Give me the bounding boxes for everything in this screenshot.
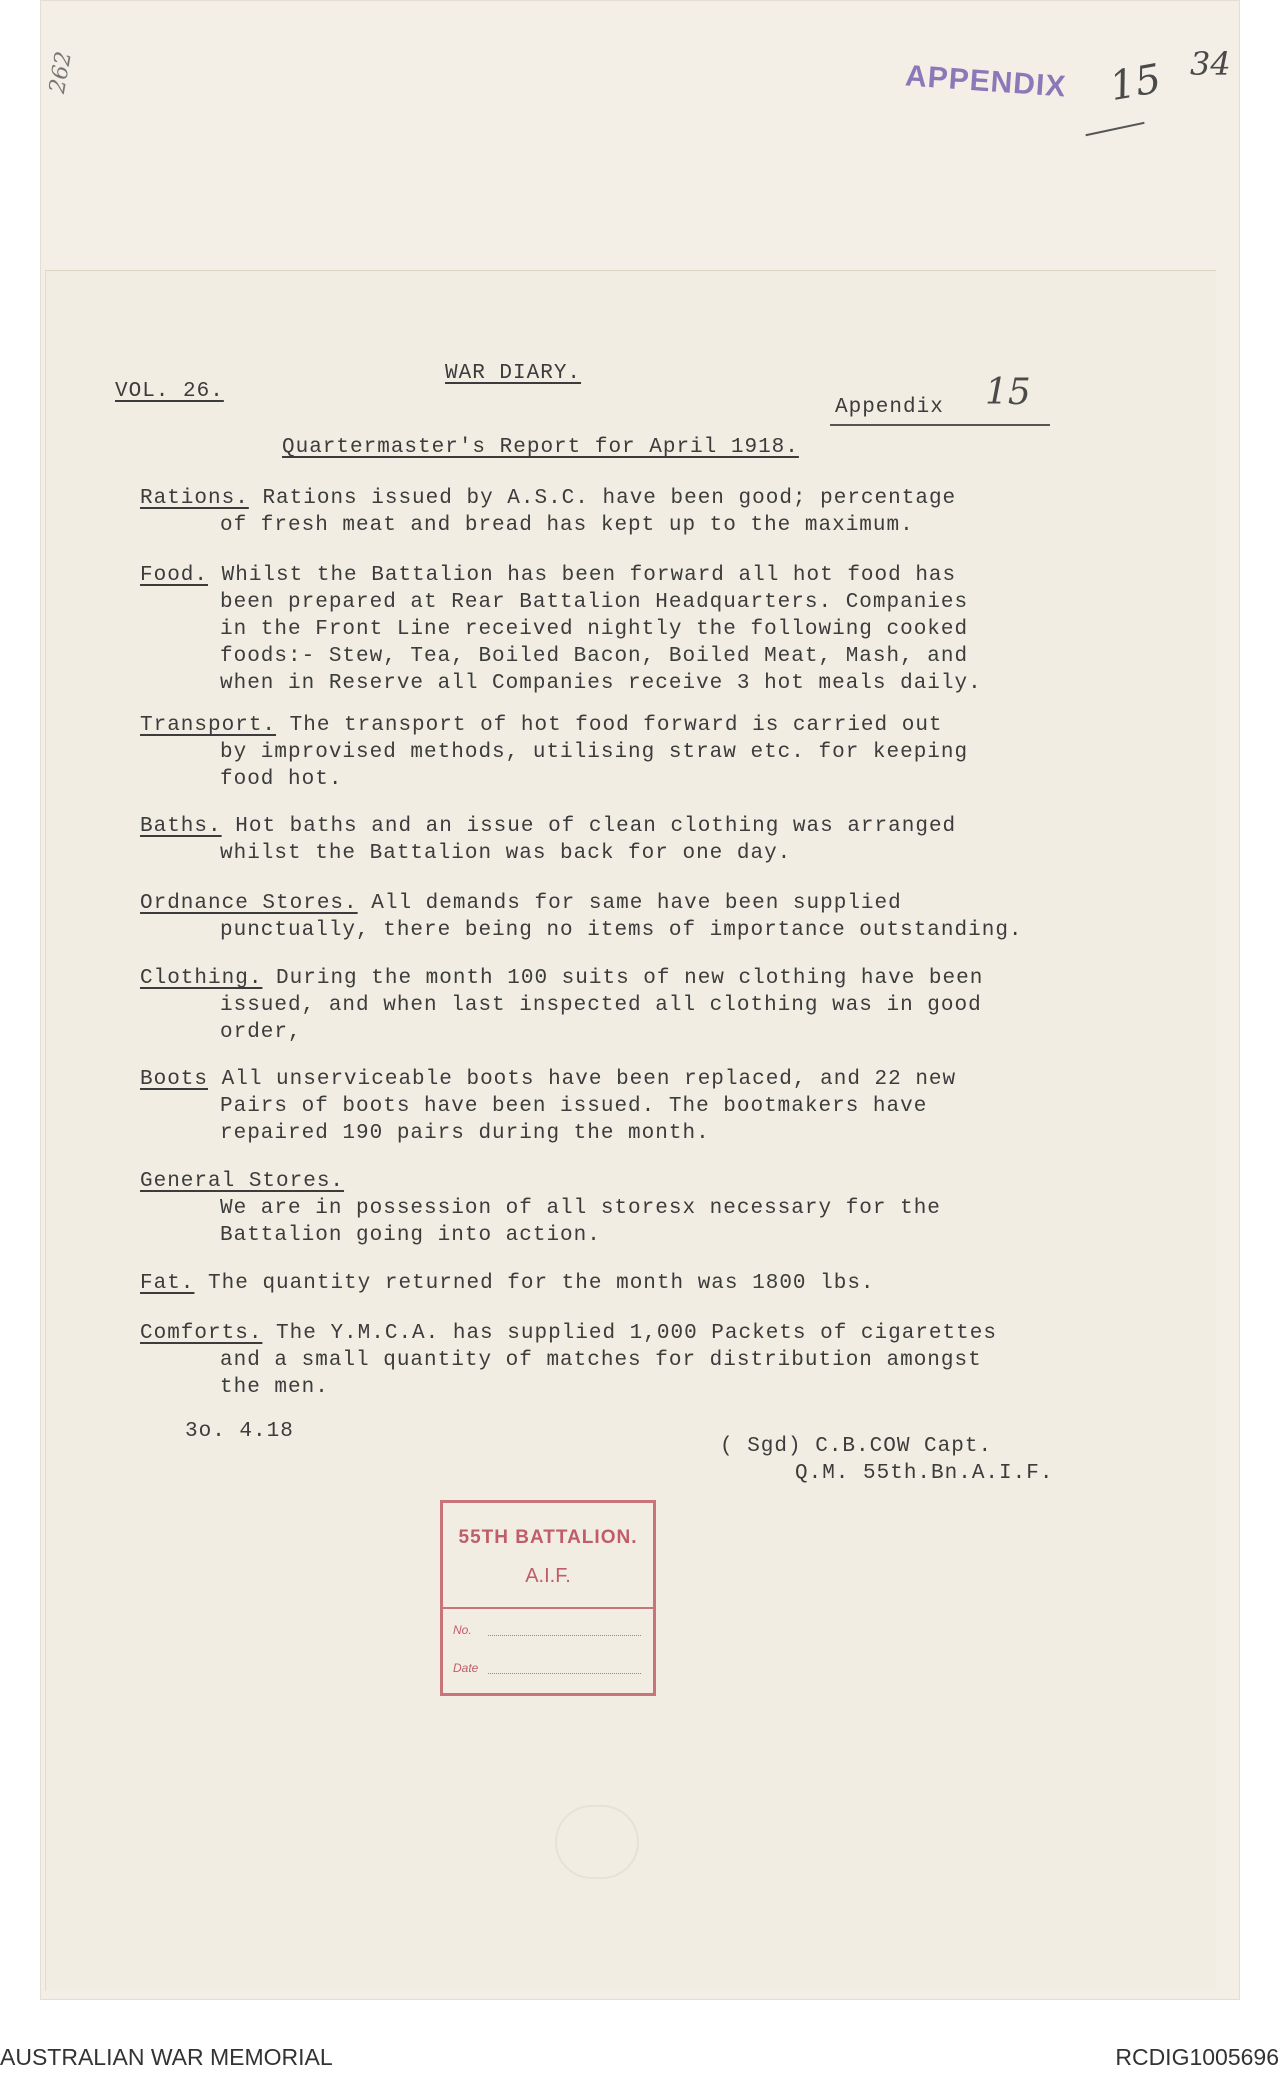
section-clothing: Clothing. During the month 100 suits of new clothing have been issued, and when last inspected all clothing was in good order, (140, 967, 984, 1044)
page-number: 34 (1190, 45, 1231, 83)
report-title: Quartermaster's Report for April 1918. (282, 436, 799, 459)
embossed-seal (555, 1805, 639, 1879)
signature: ( Sgd) C.B.COW Capt. (720, 1435, 993, 1458)
appendix-number: 15 (985, 372, 1031, 413)
section-transport: Transport. The transport of hot food forward is carried out by improvised methods, utilising straw etc. for keeping food hot. (140, 714, 969, 791)
stamp-no-label: No. (453, 1623, 472, 1637)
stamp-date-line (488, 1673, 641, 1674)
stamp-line-2: A.I.F. (525, 1565, 571, 1587)
section-rations: Rations. Rations issued by A.S.C. have been good; percentage of fresh meat and bread has kept up to the maximum. (140, 487, 957, 537)
section-boots: Boots All unserviceable boots have been replaced, and 22 new Pairs of boots have been issued. The bootmakers have repaired 190 pairs during the month. (140, 1068, 957, 1145)
section-ordnance-stores: Ordnance Stores. All demands for same have been supplied punctually, there being no items of importance outstanding. (140, 892, 1023, 942)
appendix-underline (830, 424, 1050, 426)
diary-title: WAR DIARY. (445, 362, 582, 385)
section-fat: Fat. The quantity returned for the month was 1800 lbs. (140, 1272, 875, 1295)
stamp-divider (443, 1607, 653, 1609)
stamp-date-label: Date (453, 1661, 479, 1675)
margin-number: 262 (45, 49, 77, 96)
appendix-label: Appendix (835, 396, 944, 419)
section-comforts: Comforts. The Y.M.C.A. has supplied 1,000 Packets of cigarettes and a small quantity of matches for distribution amongst the men. (140, 1322, 997, 1399)
signature-unit: Q.M. 55th.Bn.A.I.F. (795, 1462, 1054, 1485)
section-baths: Baths. Hot baths and an issue of clean clothing was arranged whilst the Battalion was back for one day. (140, 815, 957, 865)
volume-label: VOL. 26. (115, 380, 224, 403)
section-general-stores: General Stores. We are in possession of all storesx necessary for the Battalion going into action. (140, 1170, 941, 1247)
appendix-hand-number: 15 (1106, 55, 1165, 111)
stamp-line-1: 55TH BATTALION. (458, 1527, 638, 1548)
stamp-no-line (488, 1635, 641, 1636)
report-date: 3o. 4.18 (185, 1420, 294, 1443)
footer-source: AUSTRALIAN WAR MEMORIAL (0, 2044, 333, 2070)
section-food: Food. Whilst the Battalion has been forward all hot food has been prepared at Rear Battalion Headquarters. Companies in the Front Line received nightly the following cooked foods:- Stew, Tea, Boiled Bacon, Boiled Meat, Mash, and when in Reserve all Companies receive 3 hot meals daily. (140, 564, 982, 695)
pen-stroke (1085, 122, 1144, 136)
footer-reference: RCDIG1005696 (1115, 2044, 1279, 2070)
battalion-stamp (440, 1500, 656, 1696)
appendix-stamp: APPENDIX (904, 59, 1068, 104)
